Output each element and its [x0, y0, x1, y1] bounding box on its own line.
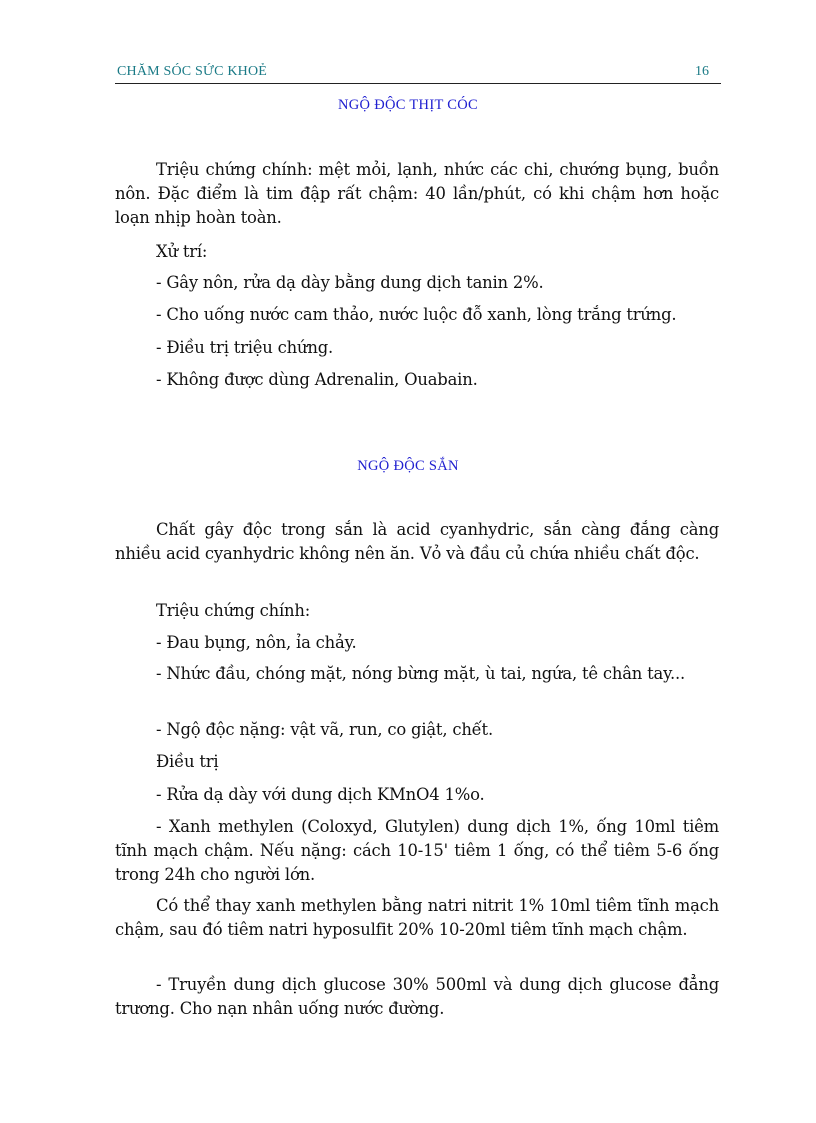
list-item: - Nhức đầu, chóng mặt, nóng bừng mặt, ù tai, ngứa, tê chân tay...	[156, 664, 686, 683]
section-title-cassava-poisoning: NGỘ ĐỘC SẮN	[357, 458, 459, 474]
list-item: - Ngộ độc nặng: vật vã, run, co giật, chết.	[156, 720, 493, 739]
header-title: CHĂM SÓC SỨC KHOẺ	[117, 64, 268, 79]
symptoms-paragraph: Triệu chứng chính: mệt mỏi, lạnh, nhức các chi, chướng bụng, buồn nôn. Đặc điểm là tim đập rất chậm: 40 lần/phút, có khi chậm hơn hoặc loạn nhịp hoàn toàn.	[115, 160, 719, 227]
alternative-paragraph: Có thể thay xanh methylen bằng natri nitrit 1% 10ml tiêm tĩnh mạch chậm, sau đó tiêm natri hyposulfit 20% 10-20ml tiêm tĩnh mạch chậm.	[115, 896, 719, 939]
list-item: - Gây nôn, rửa dạ dày bằng dung dịch tanin 2%.	[156, 273, 544, 292]
list-item: - Điều trị triệu chứng.	[156, 338, 334, 357]
page-number: 16	[695, 64, 709, 79]
list-item: - Không được dùng Adrenalin, Ouabain.	[156, 370, 478, 389]
list-item: - Đau bụng, nôn, ỉa chảy.	[156, 633, 357, 652]
list-item: - Xanh methylen (Coloxyd, Glutylen) dung dịch 1%, ống 10ml tiêm tĩnh mạch chậm. Nếu nặng: cách 10-15' tiêm 1 ống, có thể tiêm 5-6 ống trong 24h cho người lớn.	[115, 817, 719, 884]
section-title-toad-poisoning: NGỘ ĐỘC THỊT CÓC	[337, 97, 478, 113]
list-item: - Truyền dung dịch glucose 30% 500ml và dung dịch glucose đẳng trương. Cho nạn nhân uống nước đường.	[115, 975, 719, 1018]
symptoms-label: Triệu chứng chính:	[156, 601, 311, 620]
list-item: - Rửa dạ dày với dung dịch KMnO4 1%o.	[156, 785, 485, 804]
treatment-label-2: Điều trị	[156, 752, 219, 771]
treatment-label: Xử trí:	[156, 242, 208, 261]
intro-paragraph: Chất gây độc trong sắn là acid cyanhydric, sắn càng đắng càng nhiều acid cyanhydric không nên ăn. Vỏ và đầu củ chứa nhiều chất độc.	[115, 520, 719, 563]
running-header	[115, 63, 721, 84]
list-item: - Cho uống nước cam thảo, nước luộc đỗ xanh, lòng trắng trứng.	[156, 305, 677, 324]
